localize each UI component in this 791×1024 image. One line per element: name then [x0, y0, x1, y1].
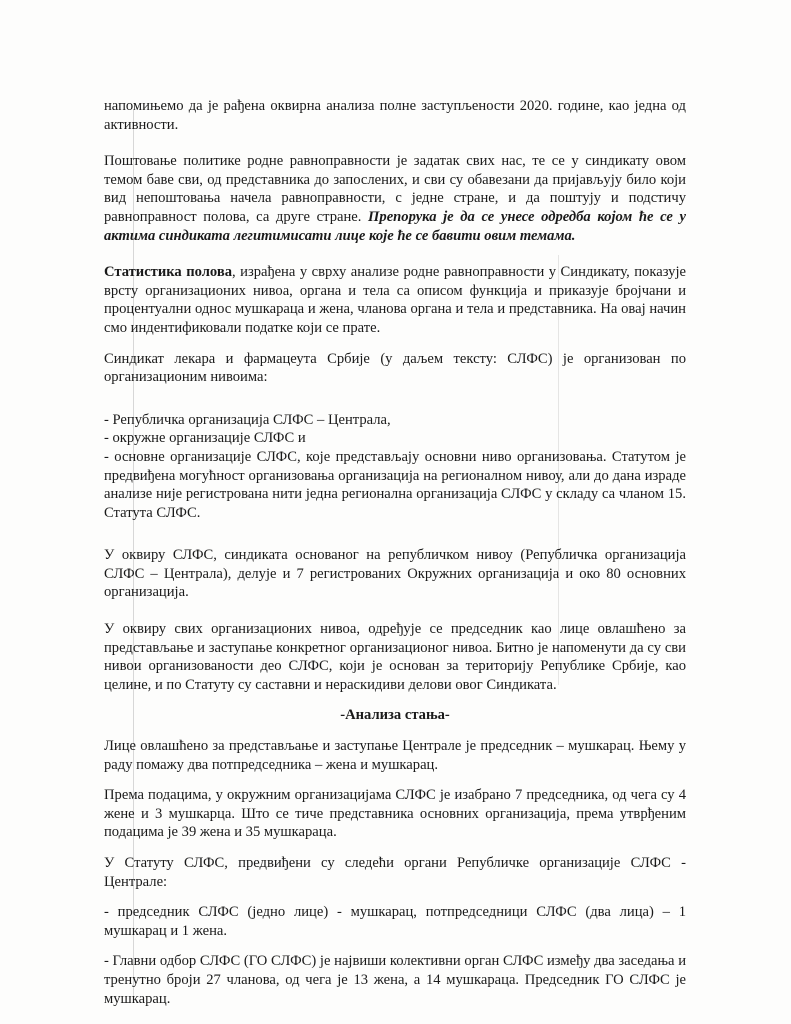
- org-level-list: [104, 411, 686, 523]
- bold-lead: Статистика полова: [104, 264, 233, 281]
- paragraph-text: Поштовање политике родне равноправности је задатак свих нас, те се у синдикату овом темом баве сви, од представника до запослених, и сви су обавезани да пријављују било који вид непоштовања начела равноправности, с једне стране, и да поштују и подстичу равноправност полова, са друге стране.: [104, 153, 686, 225]
- list-item: - основне организације СЛФС, које представљају основни ниво организовања. Статутом је предвиђена могућност организовања организација на регионалном нивоу, али до дана израде анализе није регистрована нити једна регионална организација СЛФС у складу са чланом 15. Статута СЛФС.: [104, 448, 686, 521]
- paragraph: Према подацима, у окружним организацијама СЛФС је изабрано 7 председника, од чега су 4 жене и 3 мушкарца. Што се тиче представника основних организација, према утврђеним подацима је 39 жена и 35 мушкараца.: [104, 787, 686, 841]
- paragraph: [104, 152, 686, 245]
- document-body: [104, 97, 686, 1020]
- paragraph: Синдикат лекара и фармацеута Србије (у даљем тексту: СЛФС) је организован по организационим нивоима:: [104, 350, 686, 386]
- paragraph-text: , израђена у сврху анализе родне равноправности у Синдикату, показује врсту организационих нивоа, органа и тела са описом функција и приказује бројчани и процентуални однос мушкараца и жена, чланова органа и тела и представника. На овај начин смо индентификовали податке који се прате.: [104, 264, 686, 336]
- paragraph: напомињемо да је рађена оквирна анализа полне заступљености 2020. године, као једна од активности.: [104, 98, 686, 133]
- paragraph: У Статуту СЛФС, предвиђени су следећи органи Републичке организације СЛФС - Централе:: [104, 855, 686, 890]
- recommendation-text: Препорука је да се унесе одредба којом ће се у актима синдиката легитимисати лице које ће се бавити овим темама.: [104, 208, 686, 244]
- paragraph: Лице овлашћено за представљање и заступање Централе је председник – мушкарац. Њему у раду помажу два потпредседника – жена и мушкарац.: [104, 738, 686, 773]
- list-item: - Републичка организација СЛФС – Централа,: [104, 411, 391, 428]
- section-heading: -Анализа стања-: [340, 707, 450, 724]
- paragraph: У оквиру СЛФС, синдиката основаног на републичком нивоу (Републичка организација СЛФС – Централа), делује и 7 регистрованих Окружних организација и око 80 основних организација.: [104, 547, 686, 601]
- paragraph: У оквиру свих организационих нивоа, одређује се председник као лице овлашћено за представљање и заступање конкретног организационог нивоа. Битно је напоменути да су сви нивои организованости део СЛФС, који је основан за територију Републике Србије, као целине, и по Статуту су саставни и нераскидиви делови овог Синдиката.: [104, 621, 686, 693]
- list-item: - окружне организације СЛФС и: [104, 430, 306, 447]
- paragraph: - Главни одбор СЛФС (ГО СЛФС) је највиши колективни орган СЛФС између два заседања и тренутно броји 27 чланова, од чега је 13 жена, а 14 мушкараца. Председник ГО СЛФС је мушкарац.: [104, 953, 686, 1007]
- paragraph: - председник СЛФС (једно лице) - мушкарац, потпредседници СЛФС (два лица) – 1 мушкарац и 1 жена.: [104, 904, 686, 939]
- paragraph: [104, 263, 686, 337]
